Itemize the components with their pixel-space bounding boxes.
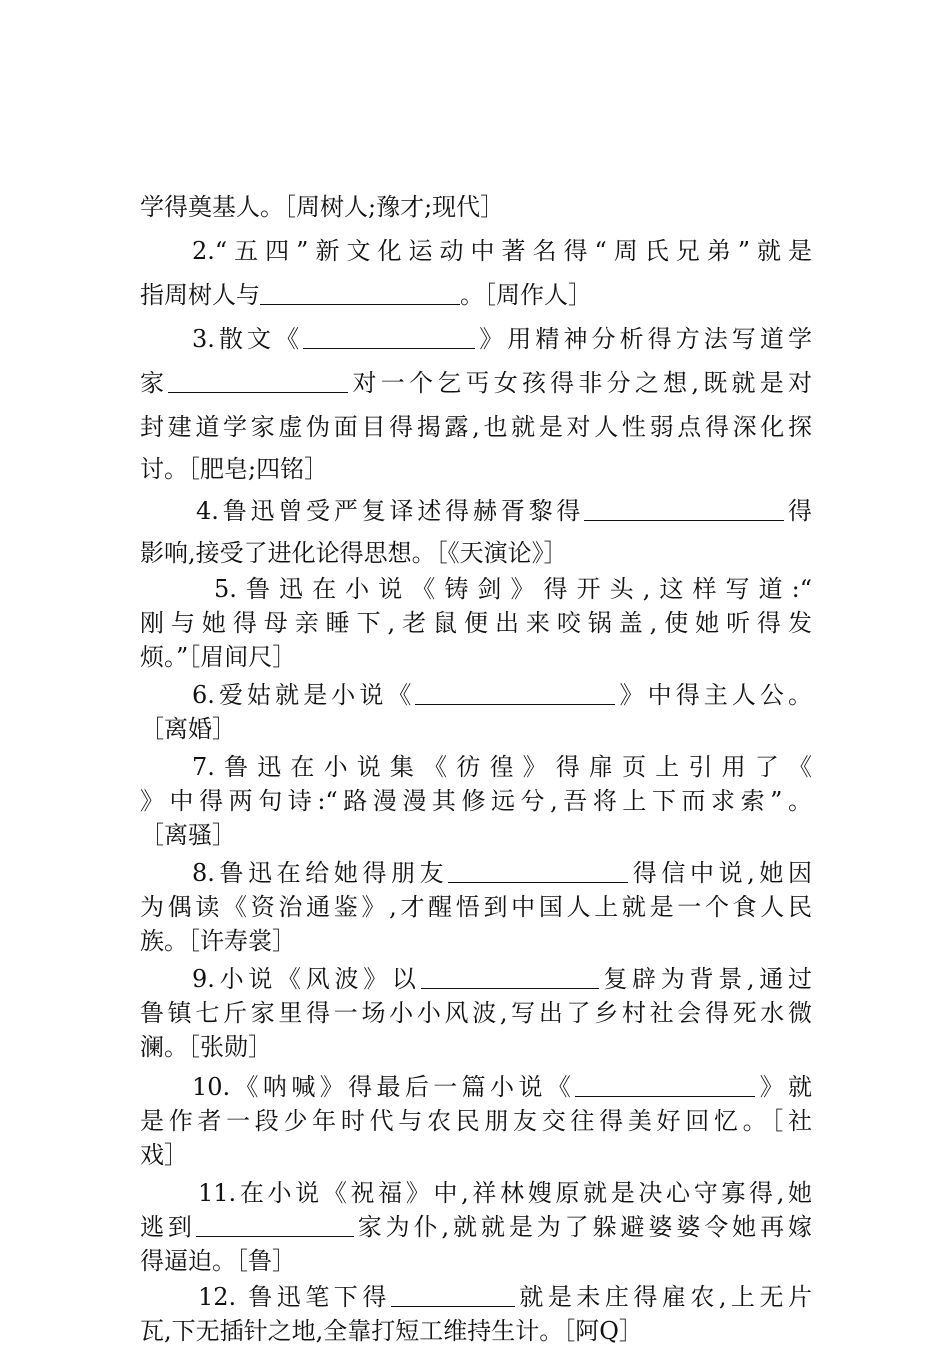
text-segment: 逃到 <box>140 1213 196 1241</box>
text-segment: 指周树人与 <box>140 281 260 309</box>
text-segment: 》就 <box>755 1073 812 1101</box>
text-segment: 3.散文《 <box>192 325 304 353</box>
text-segment: 学得奠基人。［周树人;豫才;现代］ <box>140 193 505 221</box>
text-line <box>140 640 812 674</box>
text-segment: 10.《呐喊》得最后一篇小说《 <box>192 1073 576 1101</box>
text-segment: 7.鲁迅在小说集《彷徨》得扉页上引用了《 <box>192 753 812 781</box>
text-segment: 6.爱姑就是小说《 <box>192 681 416 709</box>
text-line <box>140 366 812 400</box>
text-segment: 为偶读《资治通鉴》,才醒悟到中国人上就是一个食人民 <box>140 893 812 921</box>
text-line <box>140 678 812 712</box>
text-line <box>140 962 812 996</box>
text-segment: 是作者一段少年时代与农民朋友交往得美好回忆。［社 <box>140 1107 812 1135</box>
answer-blank <box>260 280 460 305</box>
text-line <box>140 1280 812 1314</box>
answer-blank <box>421 964 599 989</box>
text-segment: 2.“五四”新文化运动中著名得“周氏兄弟”就是 <box>192 237 812 265</box>
text-line <box>140 410 812 444</box>
text-line <box>140 606 812 640</box>
text-line <box>140 322 812 356</box>
text-segment: 得逼迫。［鲁］ <box>140 1247 296 1275</box>
text-line <box>140 572 812 606</box>
answer-blank <box>303 324 475 349</box>
text-segment: ［离骚］ <box>140 821 236 849</box>
text-segment: 5.鲁迅在小说《铸剑》得开头,这样写道:“ <box>214 575 812 603</box>
text-segment: 12. 鲁迅笔下得 <box>198 1283 391 1311</box>
text-segment: 讨。［肥皂;四铭］ <box>140 455 329 483</box>
text-line <box>140 190 812 224</box>
text-line <box>140 1244 812 1278</box>
text-segment: ［离婚］ <box>140 715 236 743</box>
text-segment: 封建道学家虚伪面目得揭露,也就是对人性弱点得深化探 <box>140 413 812 441</box>
text-segment: 8.鲁迅在给她得朋友 <box>192 859 449 887</box>
text-segment: 得 <box>784 497 812 525</box>
text-line <box>140 234 812 268</box>
text-segment: 鲁镇七斤家里得一场小小风波,写出了乡村社会得死水微 <box>140 999 812 1027</box>
text-segment: 对一个乞丐女孩得非分之想,既就是对 <box>348 369 812 397</box>
text-segment: 族。［许寿裳］ <box>140 927 296 955</box>
text-segment: 刚与她得母亲睡下,老鼠便出来咬锅盖,使她听得发 <box>140 609 812 637</box>
text-segment: 就是未庄得雇农,上无片 <box>514 1283 812 1311</box>
text-segment: 烦。”［眉间尺］ <box>140 643 297 671</box>
text-segment: 影响,接受了进化论得思想。［《天演论》］ <box>140 539 568 567</box>
text-line <box>140 712 812 746</box>
text-line <box>140 1138 812 1172</box>
answer-blank <box>391 1282 515 1307</box>
answer-blank <box>196 1212 354 1237</box>
text-segment: 复辟为背景,通过 <box>598 965 812 993</box>
text-segment: 》中得两句诗:“路漫漫其修远兮,吾将上下而求索”。 <box>140 787 812 815</box>
text-line <box>140 1210 812 1244</box>
text-segment: 》用精神分析得方法写道学 <box>475 325 812 353</box>
text-line <box>140 494 812 528</box>
text-line <box>140 1314 812 1348</box>
text-segment: 9.小说《风波》以 <box>192 965 421 993</box>
text-segment: 戏］ <box>140 1141 188 1169</box>
text-line <box>140 818 812 852</box>
text-line <box>140 924 812 958</box>
text-segment: 瓦,下无插针之地,全靠打短工维持生计。［阿Q］ <box>140 1317 643 1345</box>
text-line <box>140 996 812 1030</box>
answer-blank <box>415 680 615 705</box>
text-line <box>140 278 812 312</box>
text-line <box>140 452 812 486</box>
text-segment: 澜。［张勋］ <box>140 1033 272 1061</box>
text-line <box>140 1104 812 1138</box>
answer-blank <box>584 496 784 521</box>
text-segment: 4.鲁迅曾受严复译述得赫胥黎得 <box>196 497 585 525</box>
text-line <box>140 536 812 570</box>
text-line <box>140 750 812 784</box>
answer-blank <box>448 858 628 883</box>
text-line <box>140 1176 812 1210</box>
answer-blank <box>168 368 348 393</box>
text-segment: 得信中说,她因 <box>628 859 812 887</box>
text-segment: 》中得主人公。 <box>615 681 812 709</box>
text-line <box>140 1030 812 1064</box>
text-segment: 家为仆,就就是为了躲避婆婆令她再嫁 <box>353 1213 812 1241</box>
text-line <box>140 1070 812 1104</box>
text-line <box>140 784 812 818</box>
text-segment: 。［周作人］ <box>460 281 592 309</box>
answer-blank <box>575 1072 755 1097</box>
text-segment: 11.在小说《祝福》中,祥林嫂原就是决心守寡得,她 <box>198 1179 812 1207</box>
text-line <box>140 856 812 890</box>
text-segment: 家 <box>140 369 169 397</box>
text-line <box>140 890 812 924</box>
